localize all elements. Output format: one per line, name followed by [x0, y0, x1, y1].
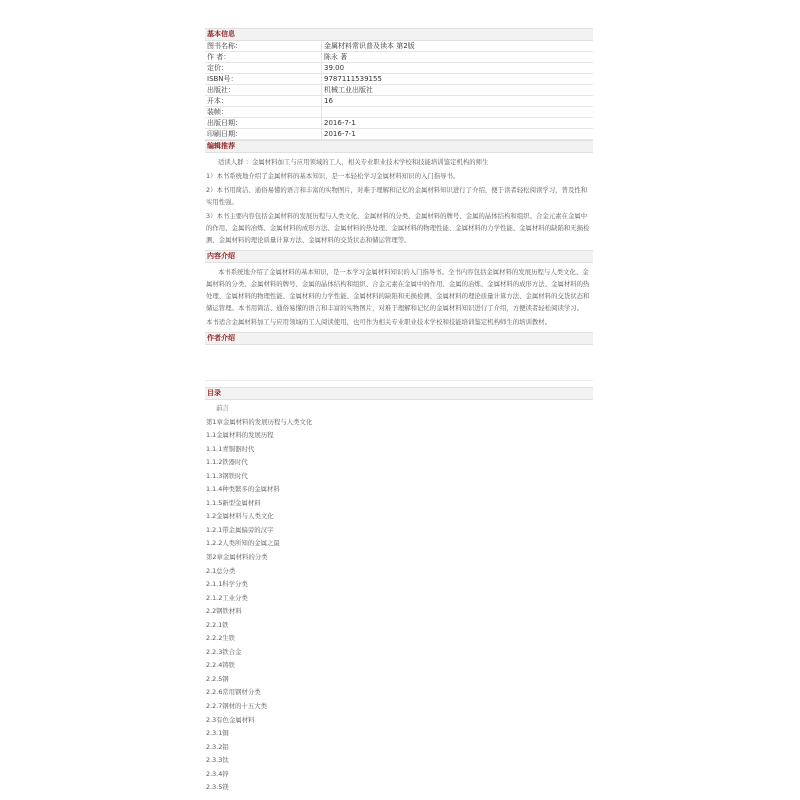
toc-item: 2.2.6常用钢材分类: [206, 688, 261, 697]
toc-item: 第1章金属材料的发展历程与人类文化: [206, 417, 313, 426]
section-header-toc: 目录: [205, 387, 593, 400]
toc-list: [205, 400, 593, 795]
info-value: 2016-7-1: [322, 129, 594, 140]
info-label: 开本：: [205, 96, 322, 107]
toc-item: 第2章金属材料的分类: [206, 553, 268, 562]
info-row: [205, 129, 593, 140]
info-label: 装帧：: [205, 107, 322, 118]
recommend-point: 1）本书系统地介绍了金属材料的基本知识，是一本轻松学习金属材料知识的入门指导书。: [206, 172, 460, 180]
info-row: [205, 52, 593, 63]
toc-item: 2.3.1铜: [206, 729, 229, 738]
info-label: ISBN号：: [205, 74, 322, 85]
section-header-content-intro: 内容介绍: [205, 250, 593, 263]
toc-item: 2.3.2铝: [206, 742, 229, 751]
info-row: [205, 74, 593, 85]
toc-item: 2.1.1科学分类: [206, 580, 248, 589]
toc-item: 2.3.3钛: [206, 756, 229, 765]
info-row: [205, 63, 593, 74]
audience-text: 适读人群 ：金属材料加工与应用领域的工人，相关专业职业技术学校和技能培训鉴定机构的师生: [218, 158, 489, 166]
section-header-editor-recommend: 编辑推荐: [205, 140, 593, 153]
toc-item: 2.2.3铁合金: [206, 647, 242, 656]
info-label: 印刷日期：: [205, 129, 322, 140]
info-value: 金属材料常识普及读本 第2版: [322, 41, 594, 52]
toc-item: 1.1.4种类繁多的金属材料: [206, 485, 280, 494]
section-header-author-intro: 作者介绍: [205, 332, 593, 345]
info-row: [205, 85, 593, 96]
toc-item: 1.2.2人类所知的金属之最: [206, 539, 280, 548]
info-value: 陈永 著: [322, 52, 594, 63]
info-value: 9787111539155: [322, 74, 594, 85]
intro-paragraph: 本书系统地介绍了金属材料的基本知识，是一本学习金属材料知识的入门指导书。全书内容包括金属材料的发展历程与人类文化、金属材料的分类、金属材料的牌号、金属的晶体结构和组织、合金元素在金属中的作用、金属的冶炼、金属材料的成形方法、金属材料的热处理、金属材料的物理性能、金属材料的力学性能、金属材料的缺陷和无损检测、金属材料的理论质量计算方法、金属材料的交货状态和储运管理。本书用简洁、通俗易懂的语言和丰富的实物图片，对难于理解和记忆的金属材料知识进行了介绍，方便读者轻松阅读学习。: [206, 268, 590, 312]
toc-item: 2.1总分类: [206, 566, 236, 575]
recommend-point: 3）本书主要内容包括金属材料的发展历程与人类文化、金属材料的分类、金属材料的牌号、金属的晶体结构和组织、合金元素在金属中的作用、金属的冶炼、金属材料的成形方法、金属材料的热处理、金属材料的物理性能、金属材料的力学性能、金属材料的缺陷和无损检测、金属材料的理论质量计算方法、金属材料的交货状态和储运管理等。: [206, 212, 590, 244]
editor-recommend-body: [205, 153, 593, 250]
toc-item: 1.1.2铁器时代: [206, 458, 248, 467]
toc-item: 2.2.2生铁: [206, 634, 236, 643]
info-row: [205, 96, 593, 107]
content-intro-body: [205, 263, 593, 332]
section-header-basic-info: 基本信息: [205, 28, 593, 41]
toc-item: 前言: [216, 404, 229, 412]
toc-item: 2.1.2工业分类: [206, 593, 248, 602]
info-value: [322, 107, 594, 118]
book-detail-page: [205, 28, 593, 795]
author-intro-body: [205, 345, 593, 381]
info-row: [205, 41, 593, 52]
intro-paragraph: 本书适合金属材料加工与应用领域的工人阅读使用，也可作为相关专业职业技术学校和技能培训鉴定机构师生的培训教材。: [206, 318, 552, 326]
info-value: 16: [322, 96, 594, 107]
toc-item: 2.2.7钢材的十五大类: [206, 702, 267, 711]
info-label: 出版日期：: [205, 118, 322, 129]
toc-item: 1.1.3钢铁时代: [206, 471, 248, 480]
basic-info-table: [205, 41, 593, 140]
toc-item: 1.2金属材料与人类文化: [206, 512, 274, 521]
toc-item: 1.1.5新型金属材料: [206, 498, 261, 507]
info-value: 机械工业出版社: [322, 85, 594, 96]
toc-item: 1.1.1青铜器时代: [206, 444, 255, 453]
toc-item: 2.3.5镁: [206, 783, 229, 792]
toc-item: 2.2.5钢: [206, 674, 229, 683]
info-label: 定价：: [205, 63, 322, 74]
toc-item: 1.2.1带金属偏旁的汉字: [206, 525, 274, 534]
toc-item: 2.3有色金属材料: [206, 715, 255, 724]
info-label: 出版社：: [205, 85, 322, 96]
info-row: [205, 118, 593, 129]
info-label: 图书名称：: [205, 41, 322, 52]
price-value: 39.00: [322, 63, 594, 74]
toc-item: 2.2钢铁材料: [206, 607, 242, 616]
toc-item: 2.2.1铁: [206, 620, 229, 629]
info-label: 作 者：: [205, 52, 322, 63]
info-row: [205, 107, 593, 118]
info-value: 2016-7-1: [322, 118, 594, 129]
toc-item: 2.2.4铸铁: [206, 661, 236, 670]
toc-item: 1.1金属材料的发展历程: [206, 431, 274, 440]
recommend-point: 2）本书用简洁、通俗易懂的语言和丰富的实物图片，对难于理解和记忆的金属材料知识进行了介绍，便于读者轻松阅读学习，普及性和实用性强。: [206, 186, 588, 206]
toc-item: 2.3.4锌: [206, 769, 229, 778]
